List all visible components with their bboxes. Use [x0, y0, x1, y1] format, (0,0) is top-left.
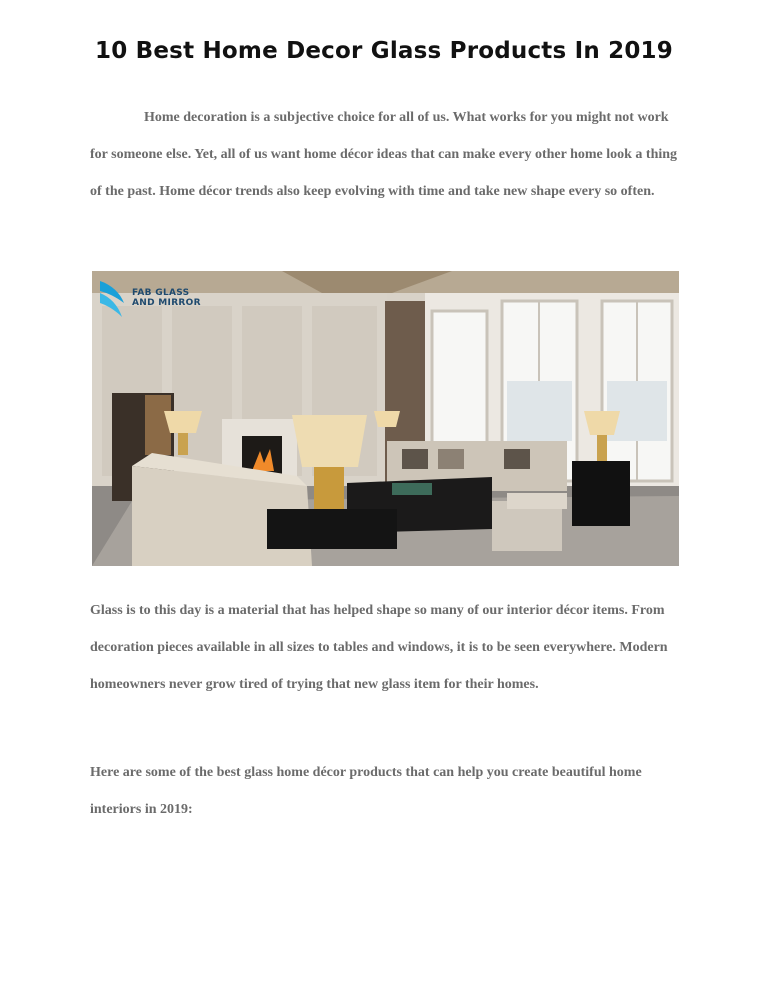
wave-logo-icon — [98, 277, 128, 319]
logo-line-1: FAB GLASS — [132, 288, 190, 298]
products-intro-paragraph: Here are some of the best glass home décor products that can help you create beautiful home interiors in 2019: — [90, 765, 642, 817]
living-room-photo — [92, 271, 679, 566]
logo-line-2: AND MIRROR — [132, 298, 201, 308]
page-title: 10 Best Home Decor Glass Products In 2019 — [95, 38, 673, 64]
intro-paragraph: Home decoration is a subjective choice for all of us. What works for you might not work for someone else. Yet, all of us want home décor ideas that can make every other home look a thing of the past. Home décor trends also keep evolving with time and take new shape every so often. — [90, 110, 678, 199]
logo-text — [132, 288, 201, 308]
glass-paragraph: Glass is to this day is a material that has helped shape so many of our interior décor items. From decoration pieces available in all sizes to tables and windows, it is to be seen everywhere. Modern homeowners never grow tired of trying that new glass item for their homes. — [90, 603, 668, 692]
fab-glass-logo — [98, 277, 201, 319]
